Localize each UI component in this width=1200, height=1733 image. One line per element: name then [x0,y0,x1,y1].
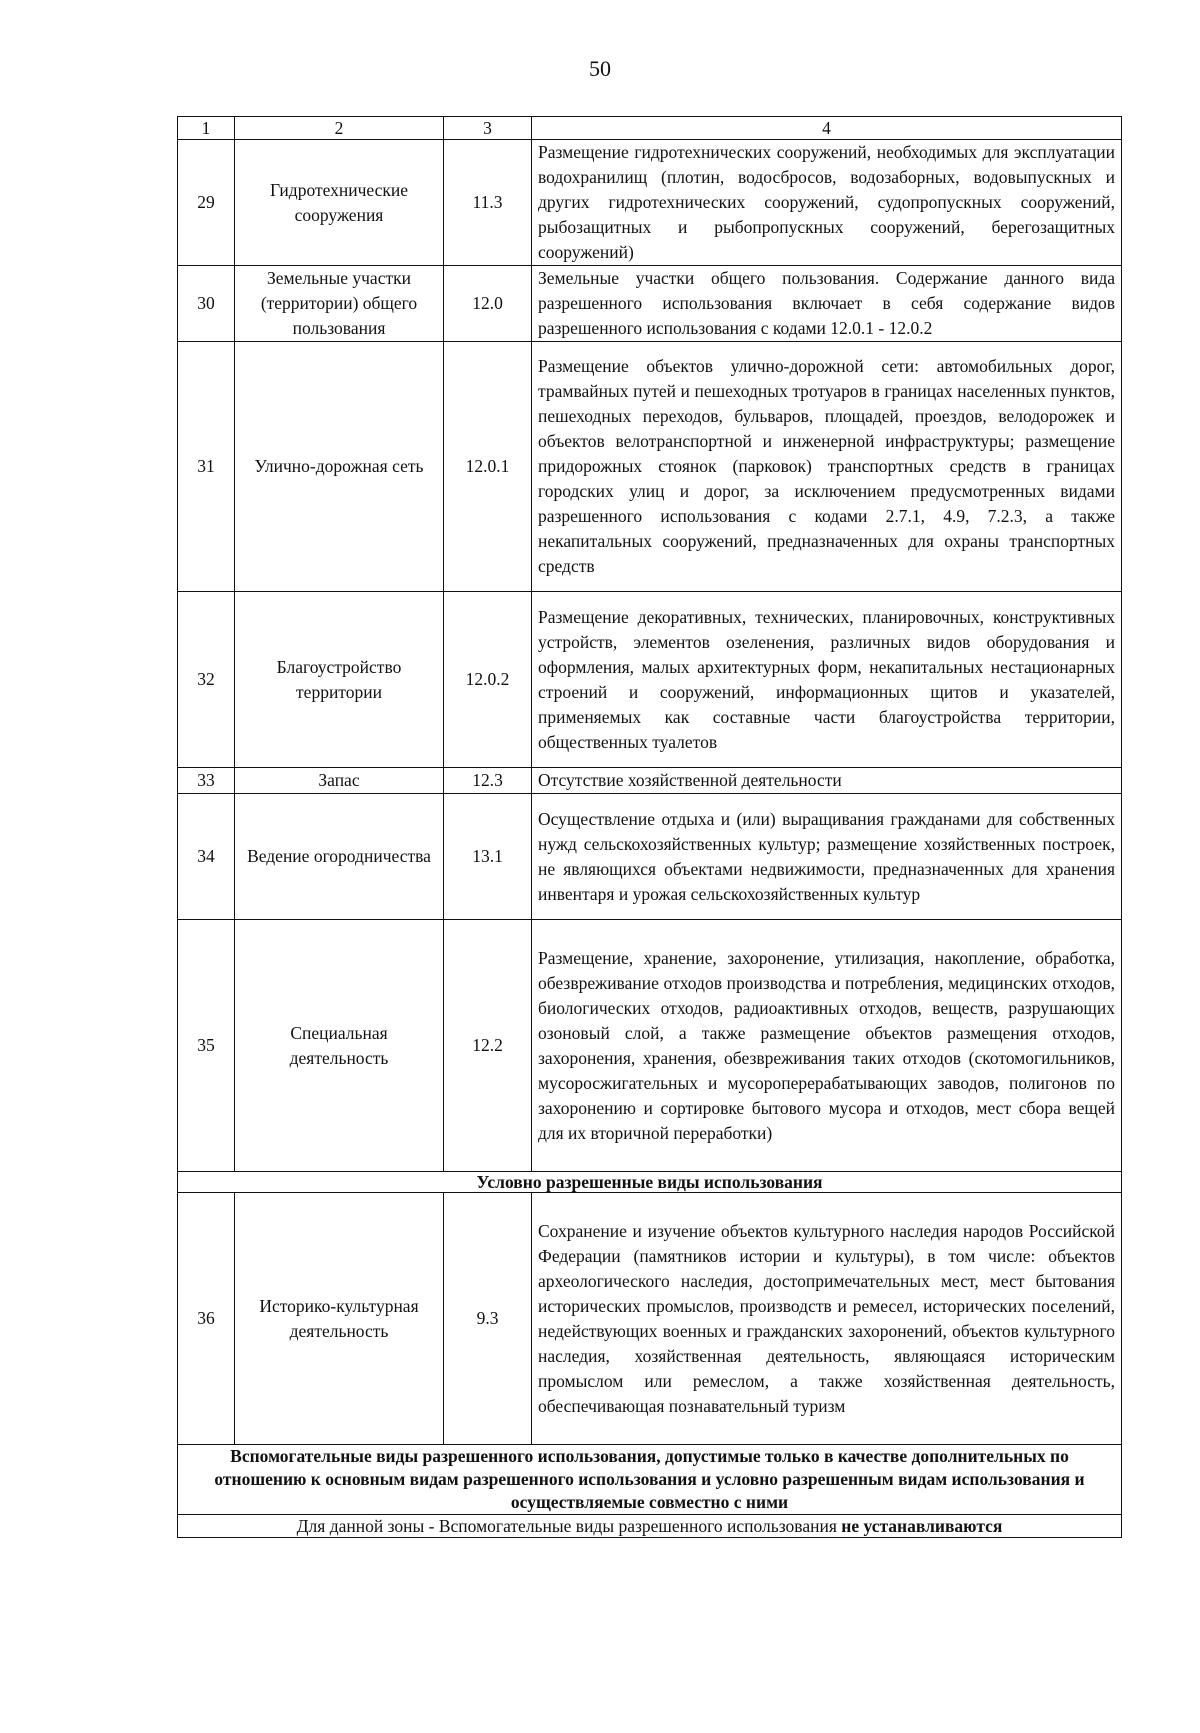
table-row [178,768,1122,794]
auxiliary-section-title: Вспомогательные виды разрешенного использования, допустимые только в качестве дополнительных по отношению к основным видам разрешенного использования и условно разрешенным видам использования и осуществляемые совместно с ними [178,1445,1122,1515]
land-use-table [177,116,1122,1538]
zone-note-row [178,1515,1122,1538]
table-row [178,1193,1122,1445]
use-type-code: 9.3 [444,1193,532,1445]
row-number: 35 [178,920,235,1172]
use-type-description: Отсутствие хозяйственной деятельности [532,768,1122,794]
table-row [178,592,1122,768]
table-row [178,266,1122,342]
use-type-code: 12.3 [444,768,532,794]
use-type-description: Размещение, хранение, захоронение, утилизация, накопление, обработка, обезвреживание отходов производства и потребления, медицинских отходов, биологических отходов, радиоактивных отходов, веществ, разрушающих озоновый слой, а также размещение объектов размещения отходов, захоронения, хранения, обезвреживания таких отходов (скотомогильников, мусоросжигательных и мусороперерабатывающих заводов, полигонов по захоронению и сортировке бытового мусора и отходов, мест сбора вещей для их вторичной переработки) [532,920,1122,1172]
row-number: 32 [178,592,235,768]
use-type-name: Ведение огородничества [235,794,444,920]
header-col-4: 4 [532,117,1122,140]
row-number: 31 [178,342,235,592]
row-number: 30 [178,266,235,342]
table-row [178,794,1122,920]
header-col-2: 2 [235,117,444,140]
use-type-name: Историко-культурная деятельность [235,1193,444,1445]
table-row [178,342,1122,592]
row-number: 33 [178,768,235,794]
use-type-description: Сохранение и изучение объектов культурного наследия народов Российской Федерации (памятников истории и культуры), в том числе: объектов археологического наследия, достопримечательных мест, мест бытования исторических промыслов, производств и ремесел, исторических поселений, недействующих военных и гражданских захоронений, объектов культурного наследия, хозяйственная деятельность, являющаяся историческим промыслом или ремеслом, а также хозяйственная деятельность, обеспечивающая познавательный туризм [532,1193,1122,1445]
header-col-1: 1 [178,117,235,140]
use-type-name: Специальная деятельность [235,920,444,1172]
table-row [178,920,1122,1172]
use-type-name: Гидротехнические сооружения [235,140,444,266]
row-number: 34 [178,794,235,920]
use-type-description: Размещение объектов улично-дорожной сети: автомобильных дорог, трамвайных путей и пешеходных тротуаров в границах населенных пунктов, пешеходных переходов, бульваров, площадей, проездов, велодорожек и объектов велотранспортной и инженерной инфраструктуры; размещение придорожных стоянок (парковок) транспортных средств в границах городских улиц и дорог, за исключением предусмотренных видами разрешенного использования с кодами 2.7.1, 4.9, 7.2.3, а также некапитальных сооружений, предназначенных для охраны транспортных средств [532,342,1122,592]
table-row [178,140,1122,266]
zone-note-prefix: Для данной зоны - Вспомогательные виды разрешенного использования [296,1516,842,1536]
use-type-code: 12.0.1 [444,342,532,592]
zone-note-emphasis: не устанавливаются [841,1516,1003,1536]
use-type-name: Улично-дорожная сеть [235,342,444,592]
zone-note [178,1515,1122,1538]
use-type-name: Запас [235,768,444,794]
conditional-section-row [178,1172,1122,1193]
row-number: 29 [178,140,235,266]
use-type-name: Земельные участки (территории) общего пользования [235,266,444,342]
header-col-3: 3 [444,117,532,140]
use-type-code: 12.2 [444,920,532,1172]
page-number: 50 [589,56,611,81]
use-type-description: Земельные участки общего пользования. Содержание данного вида разрешенного использования включает в себя содержание видов разрешенного использования с кодами 12.0.1 - 12.0.2 [532,266,1122,342]
use-type-code: 12.0.2 [444,592,532,768]
use-type-description: Размещение гидротехнических сооружений, необходимых для эксплуатации водохранилищ (плотин, водосбросов, водозаборных, водовыпускных и других гидротехнических сооружений, судопропускных сооружений, рыбозащитных и рыбопропускных сооружений, берегозащитных сооружений) [532,140,1122,266]
use-type-code: 12.0 [444,266,532,342]
use-type-description: Размещение декоративных, технических, планировочных, конструктивных устройств, элементов озеленения, различных видов оборудования и оформления, малых архитектурных форм, некапитальных нестационарных строений и сооружений, информационных щитов и указателей, применяемых как составные части благоустройства территории, общественных туалетов [532,592,1122,768]
header-row [178,117,1122,140]
use-type-description: Осуществление отдыха и (или) выращивания гражданами для собственных нужд сельскохозяйственных культур; размещение хозяйственных построек, не являющихся объектами недвижимости, предназначенных для хранения инвентаря и урожая сельскохозяйственных культур [532,794,1122,920]
use-type-name: Благоустройство территории [235,592,444,768]
use-type-code: 13.1 [444,794,532,920]
row-number: 36 [178,1193,235,1445]
conditional-section-title: Условно разрешенные виды использования [178,1172,1122,1193]
auxiliary-section-row [178,1445,1122,1515]
use-type-code: 11.3 [444,140,532,266]
